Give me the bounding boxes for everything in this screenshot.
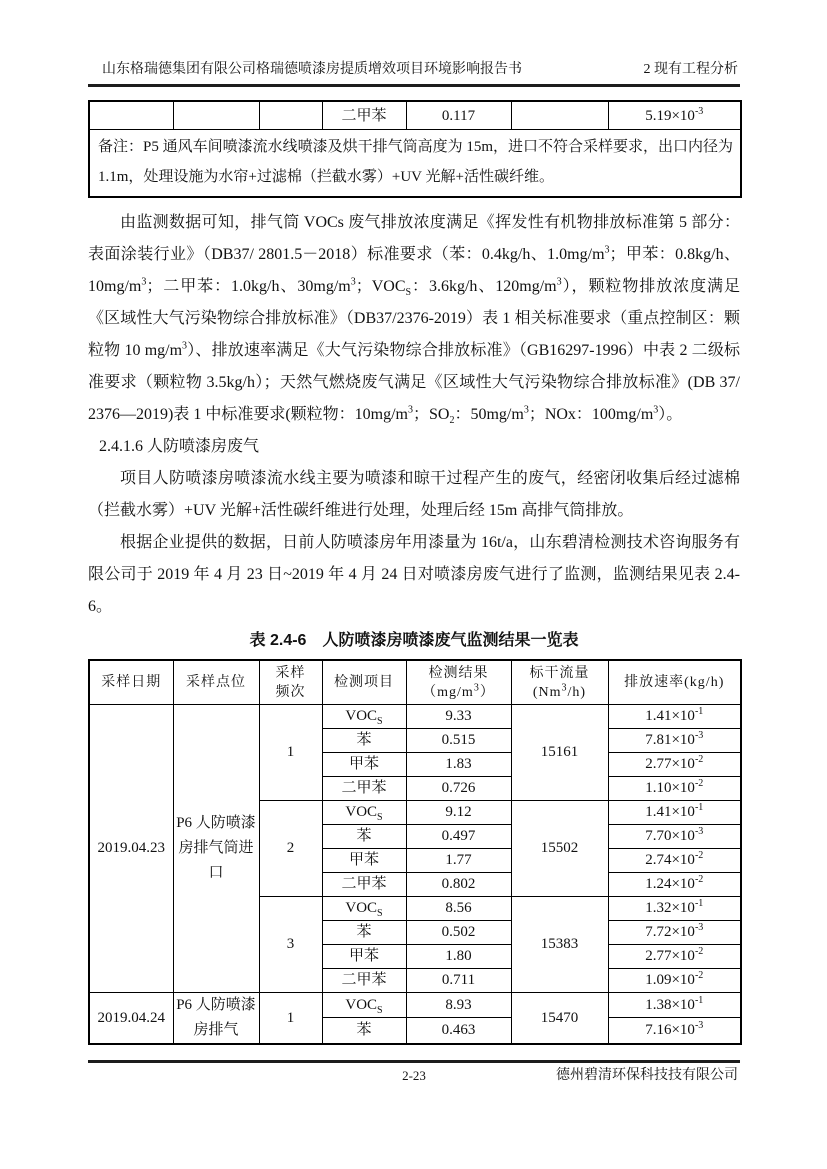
cell-result: 0.726 [406,777,511,801]
cell-result: 9.33 [406,705,511,729]
cell-date: 2019.04.23 [89,705,173,993]
cell-item: 甲苯 [322,753,406,777]
cell-rate: $1.38\times 10^{-1}$ [608,993,741,1018]
paragraph-emission-compliance: 由监测数据可知，排气筒 VOCs 废气排放浓度满足《挥发性有机物排放标准第 5 部分：表面涂装行业》（DB37/ 2801.5－2018）标准要求（苯：0.4kg/h、$1.0mg/m^3$；甲苯：0.8kg/h、$10mg/m^3$；二甲苯：1.0kg/h、$30mg/m^3$；$VOC_S$：3.6kg/h、$120mg/m^3$），颗粒物排放浓度满足《区域性大气污染物综合排放标准》（DB37/2376-2019）表 1 相关标准要求（重点控制区：颗粒物 10 $mg/m^3$）、排放速率满足《大气污染物综合排放标准》（GB16297-1996）中表 2 二级标准要求（颗粒物 3.5kg/h）；天然气燃烧废气满足《区域性大气污染物综合排放标准》(DB 37/ 2376—2019)表 1 中标准要求(颗粒物：$10mg/m^3$；$SO_2$：$50mg/m^3$；NOx：$100mg/m^3$）。 [88,214,740,427]
header-report-title: 山东格瑞德集团有限公司格瑞德喷漆房提质增效项目环境影响报告书 [102,62,522,77]
cell-rate: $1.24\times 10^{-2}$ [608,873,741,897]
footer-company: 德州碧清环保科技技有限公司 [556,1068,738,1083]
cell-rate: $1.09\times 10^{-2}$ [608,969,741,993]
cell-rate: $7.70\times 10^{-3}$ [608,825,741,849]
cell-result: 0.711 [406,969,511,993]
cell-item: $VOC_S$ [322,897,406,921]
cell-result: 0.515 [406,729,511,753]
cell-empty [259,101,322,130]
cell-empty [89,101,173,130]
footer-page-number: 2-23 [402,1068,426,1083]
cell-frequency: 3 [259,897,322,993]
cell-flow: 15161 [511,705,608,801]
cell-frequency: 1 [259,993,322,1045]
cell-item: 苯 [322,1018,406,1044]
cell-item: $VOC_S$ [322,801,406,825]
table-row [89,705,741,729]
table-2-4-5-continued [88,100,742,198]
cell-result: 0.802 [406,873,511,897]
header-chapter-title: 2 现有工程分析 [643,62,738,77]
cell-item: $VOC_S$ [322,993,406,1018]
cell-point: P6 人防喷漆房排气 [173,993,259,1045]
cell-rate: $7.81\times 10^{-3}$ [608,729,741,753]
cell-result: 0.497 [406,825,511,849]
cell-rate: $1.10\times 10^{-2}$ [608,777,741,801]
cell-rate: $2.77\times 10^{-2}$ [608,753,741,777]
col-header-item: 检测项目 [322,660,406,705]
cell-flow: 15383 [511,897,608,993]
cell-item: 苯 [322,825,406,849]
cell-date: 2019.04.24 [89,993,173,1045]
cell-item: 甲苯 [322,849,406,873]
col-header-result: 检测结果 $(mg/m^3)$ [406,660,511,705]
cell-rate: $1.41\times 10^{-1}$ [608,705,741,729]
cell-result: 0.502 [406,921,511,945]
cell-result: 9.12 [406,801,511,825]
cell-rate: $2.74\times 10^{-2}$ [608,849,741,873]
cell-result: 1.80 [406,945,511,969]
cell-result: 1.77 [406,849,511,873]
col-header-rate: 排放速率(kg/h) [608,660,741,705]
cell-frequency: 1 [259,705,322,801]
cell-result: 1.83 [406,753,511,777]
table-row [89,993,741,1018]
cell-point: P6 人防喷漆房排气筒进口 [173,705,259,993]
page-footer [88,1060,740,1086]
cell-item: 二甲苯 [322,969,406,993]
cell-rate: $2.77\times 10^{-2}$ [608,945,741,969]
cell-rate: $1.32\times 10^{-1}$ [608,897,741,921]
cell-rate: $1.41\times 10^{-1}$ [608,801,741,825]
cell-rate: $7.16\times 10^{-3}$ [608,1018,741,1044]
table-note: 备注：P5 通风车间喷漆流水线喷漆及烘干排气筒高度为 15m，进口不符合采样要求，出口内径为 1.1m，处理设施为水帘+过滤棉（拦截水雾）+UV 光解+活性碳纤维。 [89,130,741,198]
paragraph-monitoring-info: 根据企业提供的数据，日前人防喷漆房年用漆量为 16t/a，山东碧清检测技术咨询服务有限公司于 2019 年 4 月 23 日~2019 年 4 月 24 日对喷漆房废气进行了监测，监测结果见表 2.4-6。 [88,534,740,615]
cell-empty [511,101,608,130]
col-header-frequency: 采样 频次 [259,660,322,705]
cell-result: 8.56 [406,897,511,921]
col-header-flow: 标干流量 (Nm$^3$/h) [511,660,608,705]
cell-rate: $5.19\times 10^{-3}$ [608,101,741,130]
cell-item: $VOC_S$ [322,705,406,729]
cell-result: 0.117 [406,101,511,130]
col-header-point: 采样点位 [173,660,259,705]
page-header [88,60,740,87]
cell-rate: $7.72\times 10^{-3}$ [608,921,741,945]
cell-result: 8.93 [406,993,511,1018]
monitoring-table [88,659,742,1045]
cell-item: 二甲苯 [322,873,406,897]
cell-item: 苯 [322,729,406,753]
note-row [89,130,741,198]
section-heading-2-4-1-6: 2.4.1.6 人防喷漆房废气 [99,438,260,455]
header-row [89,660,741,705]
cell-empty [173,101,259,130]
cell-frequency: 2 [259,801,322,897]
cell-item: 二甲苯 [322,777,406,801]
cell-item: 二甲苯 [322,101,406,130]
body-text [88,207,740,623]
paragraph-renfang-process: 项目人防喷漆房喷漆流水线主要为喷漆和晾干过程产生的废气，经密闭收集后经过滤棉（拦截水雾）+UV 光解+活性碳纤维进行处理，处理后经 15m 高排气筒排放。 [88,470,740,519]
cell-flow: 15502 [511,801,608,897]
cell-result: 0.463 [406,1018,511,1044]
table-caption: 表 2.4-6 人防喷漆房喷漆废气监测结果一览表 [249,632,579,649]
col-header-date: 采样日期 [89,660,173,705]
cell-item: 苯 [322,921,406,945]
cell-flow: 15470 [511,993,608,1045]
table-row [89,101,741,130]
cell-item: 甲苯 [322,945,406,969]
